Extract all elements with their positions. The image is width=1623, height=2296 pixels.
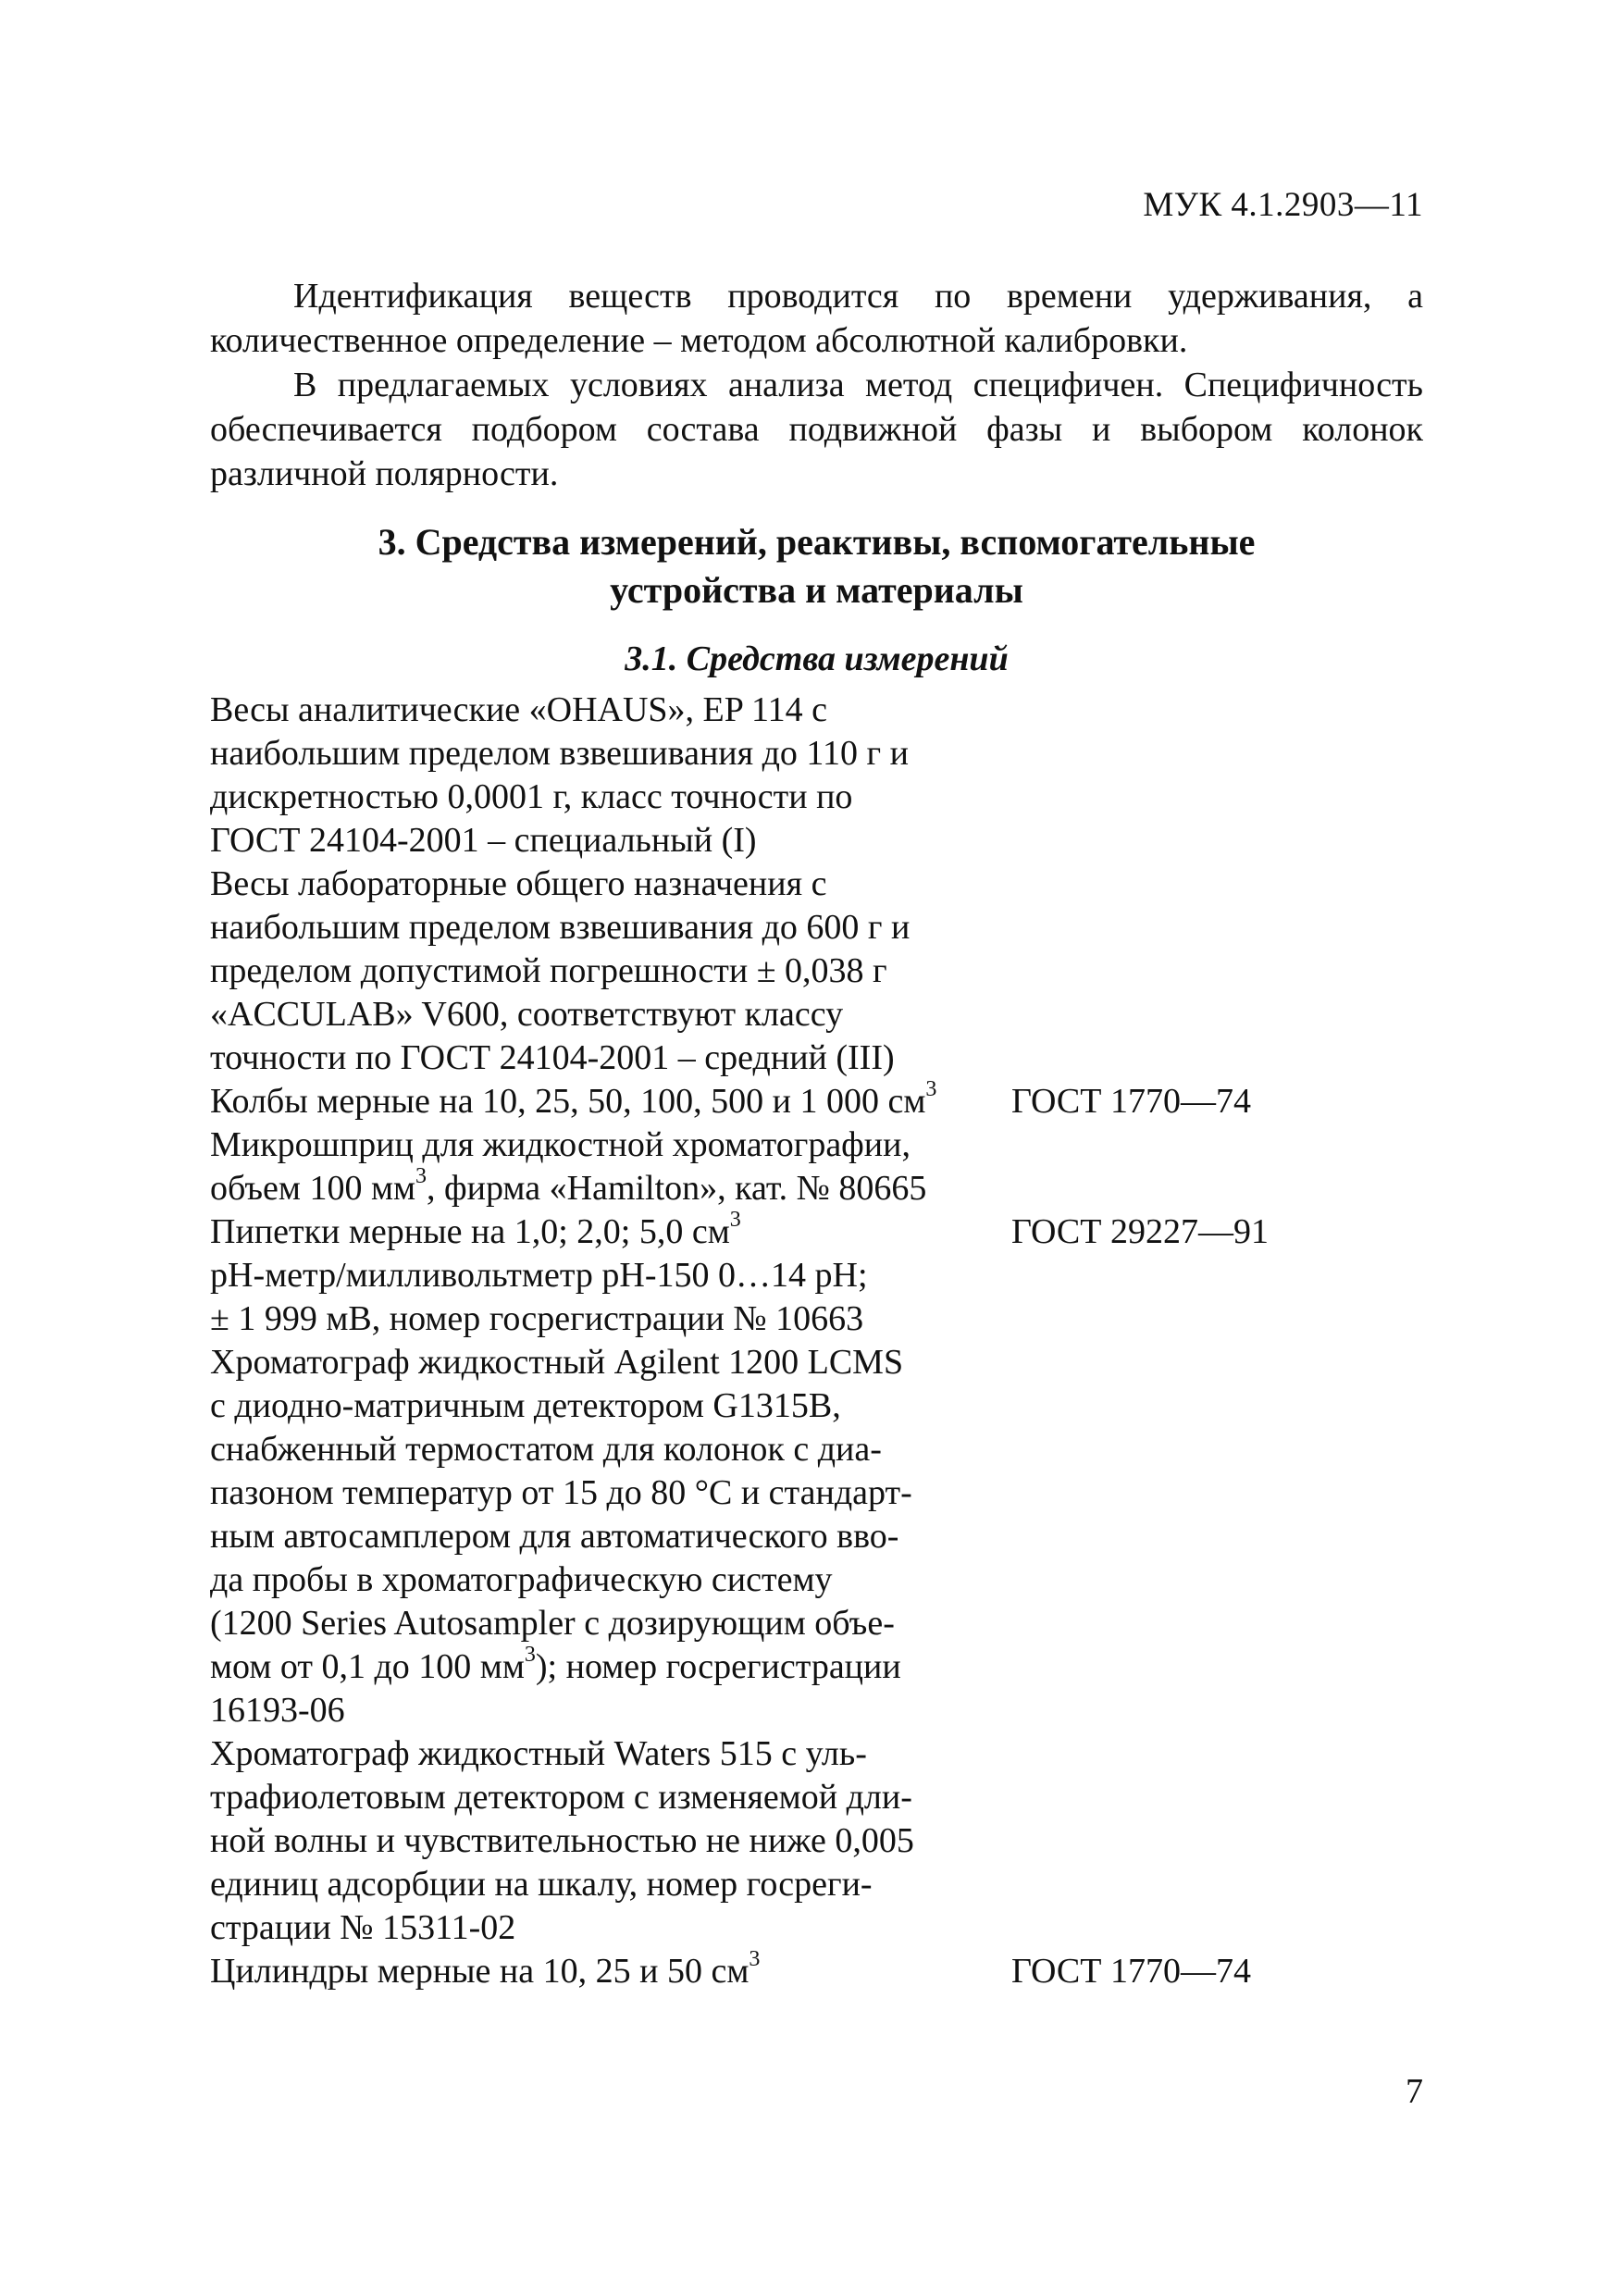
page-number: 7	[1406, 2072, 1423, 2111]
list-item	[210, 1341, 1423, 1732]
list-item	[210, 1123, 1423, 1210]
item-description-line: Хроматограф жидкостный Agilent 1200 LCMS	[210, 1343, 904, 1382]
item-description-line: единиц адсорбции на шкалу, номер госреги-	[210, 1865, 873, 1904]
item-description-line: трафиолетовым детектором с изменяемой дли-	[210, 1778, 912, 1817]
item-description-line: ным автосамплером для автоматического вво-	[210, 1517, 899, 1556]
item-description-line: Весы аналитические «OHAUS», EP 114 с	[210, 690, 827, 729]
item-description-line: «ACCULAB» V600, соответствуют классу	[210, 995, 844, 1034]
item-description-line: (1200 Series Autosampler с дозирующим объе-	[210, 1604, 895, 1643]
item-description-line: да пробы в хроматографическую систему	[210, 1560, 833, 1599]
item-description-line: ГОСТ 24104-2001 – специальный (I)	[210, 821, 757, 860]
item-description	[210, 1210, 993, 1254]
section-title-line-1: 3. Средства измерений, реактивы, вспомогательные	[378, 521, 1256, 563]
document-code-header: МУК 4.1.2903—11	[1143, 186, 1423, 224]
item-standard-ref: ГОСТ 1770—74	[1011, 1082, 1251, 1121]
list-item	[210, 1077, 1423, 1123]
item-description	[210, 1341, 993, 1732]
list-item	[210, 863, 1423, 1080]
item-description-line: пределом допустимой погрешности ± 0,038 г	[210, 951, 887, 990]
item-description	[210, 1123, 993, 1210]
item-description-line: с диодно-матричным детектором G1315B,	[210, 1386, 841, 1425]
item-description-line: точности по ГОСТ 24104-2001 – средний (III)	[210, 1038, 895, 1077]
item-description	[210, 1947, 993, 1993]
item-description-line: Весы лабораторные общего назначения с	[210, 864, 827, 903]
item-description-line: наибольшим пределом взвешивания до 110 г и	[210, 734, 909, 773]
item-description-line: ± 1 999 мВ, номер госрегистрации № 10663	[210, 1299, 864, 1338]
item-description	[210, 1254, 993, 1341]
item-description	[210, 863, 993, 1080]
list-item	[210, 1947, 1423, 1993]
item-description-line: снабженный термостатом для колонок с диа-	[210, 1430, 882, 1469]
item-description-line: мом от 0,1 до 100 $мм^3$); номер госрегистрации	[210, 1643, 901, 1686]
item-description	[210, 1732, 993, 1950]
item-description-line: ной волны и чувствительностью не ниже 0,005	[210, 1821, 914, 1860]
section-title-line-2: устройства и материалы	[610, 569, 1023, 611]
item-description-line: Цилиндры мерные на 10, 25 и 50 $см^3$	[210, 1947, 761, 1991]
paragraph-specificity: В предлагаемых условиях анализа метод специфичен. Специфичность обеспечивается подбором состава подвижной фазы и выбором колонок различной полярности.	[210, 366, 1423, 493]
paragraph-identification: Идентификация веществ проводится по времени удерживания, а количественное определение – методом абсолютной калибровки.	[210, 277, 1423, 360]
item-description	[210, 689, 993, 863]
list-item	[210, 1210, 1423, 1254]
item-description-line: pH-метр/милливольтметр pH-150 0…14 pH;	[210, 1256, 868, 1295]
item-description-line: 16193-06	[210, 1691, 345, 1730]
item-standard-ref: ГОСТ 29227—91	[1011, 1212, 1269, 1251]
section-title	[210, 518, 1423, 614]
item-description	[210, 1077, 993, 1123]
equipment-list	[210, 689, 1423, 1993]
subsection-title: 3.1. Средства измерений	[625, 639, 1009, 678]
list-item	[210, 1732, 1423, 1950]
item-description-line: страции № 15311-02	[210, 1908, 516, 1947]
list-item	[210, 1254, 1423, 1341]
item-description-line: Хроматограф жидкостный Waters 515 с уль-	[210, 1734, 867, 1773]
item-standard-ref: ГОСТ 1770—74	[1011, 1952, 1251, 1991]
item-description-line: Пипетки мерные на 1,0; 2,0; 5,0 $см^3$	[210, 1208, 741, 1251]
item-description-line: пазоном температур от 15 до 80 °C и стандарт-	[210, 1473, 912, 1512]
item-description-line: наибольшим пределом взвешивания до 600 г и	[210, 908, 911, 947]
item-description-line: Микрошприц для жидкостной хроматографии,	[210, 1125, 911, 1164]
item-description-line: дискретностью 0,0001 г, класс точности по	[210, 777, 853, 816]
item-description-line: объем 100 $мм^3$, фирма «Hamilton», кат. № 80665	[210, 1164, 927, 1208]
item-description-line: Колбы мерные на 10, 25, 50, 100, 500 и 1 000 $см^3$	[210, 1077, 937, 1121]
list-item	[210, 689, 1423, 863]
